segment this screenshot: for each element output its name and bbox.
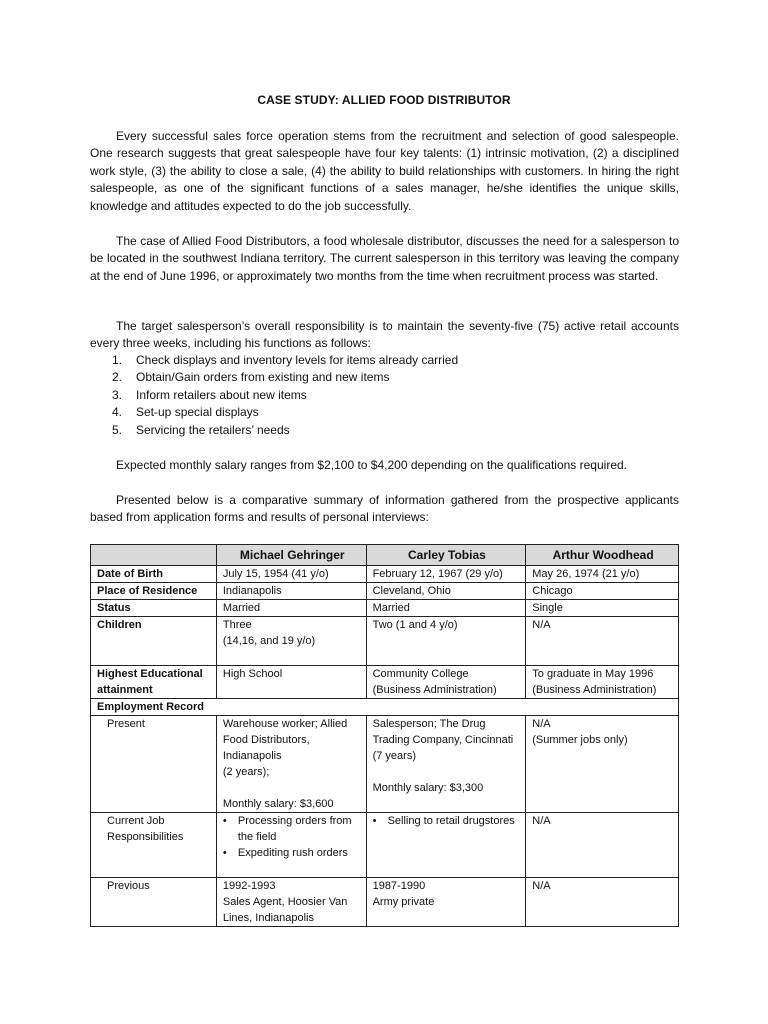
summary-intro-paragraph: Presented below is a comparative summary of information gathered from the prospective applicants based from application forms and results of personal interviews: bbox=[90, 493, 679, 525]
row-label: Date of Birth bbox=[91, 566, 217, 583]
list-item: 4. Set-up special displays bbox=[112, 405, 259, 420]
functions-list bbox=[112, 352, 458, 439]
table-cell: Community College (Business Administration) bbox=[366, 666, 526, 699]
list-item: • Selling to retail drugstores bbox=[372, 815, 515, 827]
table-row bbox=[91, 600, 679, 617]
row-label: Highest Educational attainment bbox=[91, 666, 217, 699]
list-item: 3. Inform retailers about new items bbox=[112, 387, 307, 402]
list-item: • Processing orders from the field bbox=[222, 815, 352, 843]
table-cell: Married bbox=[216, 600, 366, 617]
case-paragraph: The case of Allied Food Distributors, a food wholesale distributor, discusses the need for a salesperson to be located in the southwest Indiana territory. The current salesperson in this territory was leaving the company at the end of June 1996, or approximately two months from the time when recruitment process was started. bbox=[90, 234, 679, 283]
table-header-row bbox=[91, 545, 679, 566]
table-row bbox=[91, 813, 679, 878]
row-label: Status bbox=[91, 600, 217, 617]
page-title: CASE STUDY: ALLIED FOOD DISTRIBUTOR bbox=[257, 93, 511, 107]
table-cell: High School bbox=[216, 666, 366, 699]
table-cell: N/A bbox=[526, 878, 679, 927]
responsibility-list bbox=[373, 813, 522, 829]
responsibility-paragraph: The target salesperson’s overall responsibility is to maintain the seventy-five (75) active retail accounts every three weeks, including his functions as follows: bbox=[90, 319, 679, 351]
table-cell: May 26, 1974 (21 y/o) bbox=[526, 566, 679, 583]
applicant-comparison-table bbox=[90, 544, 679, 927]
row-label: Present bbox=[91, 716, 217, 813]
list-item: • Expediting rush orders bbox=[222, 847, 348, 859]
table-row bbox=[91, 566, 679, 583]
table-cell bbox=[366, 813, 526, 878]
table-cell: Chicago bbox=[526, 583, 679, 600]
row-label: Current Job Responsibilities bbox=[91, 813, 217, 878]
table-header-empty bbox=[91, 545, 217, 566]
row-label: Place of Residence bbox=[91, 583, 217, 600]
table-row bbox=[91, 716, 679, 813]
table-cell: Two (1 and 4 y/o) bbox=[366, 617, 526, 666]
table-row bbox=[91, 699, 679, 716]
table-cell: Cleveland, Ohio bbox=[366, 583, 526, 600]
table-cell: 1992-1993 Sales Agent, Hoosier Van Lines, Indianapolis bbox=[216, 878, 366, 927]
table-cell: Warehouse worker; Allied Food Distributors, Indianapolis (2 years); Monthly salary: $3,600 bbox=[216, 716, 366, 813]
table-cell: N/A (Summer jobs only) bbox=[526, 716, 679, 813]
table-row bbox=[91, 666, 679, 699]
table-cell: Married bbox=[366, 600, 526, 617]
table-row bbox=[91, 617, 679, 666]
table-cell bbox=[216, 813, 366, 878]
section-label-employment: Employment Record bbox=[91, 699, 679, 716]
table-cell: Salesperson; The Drug Trading Company, Cincinnati (7 years) Monthly salary: $3,300 bbox=[366, 716, 526, 813]
row-label: Children bbox=[91, 617, 217, 666]
table-cell: To graduate in May 1996 (Business Administration) bbox=[526, 666, 679, 699]
intro-paragraph: Every successful sales force operation stems from the recruitment and selection of good salespeople. One research suggests that great salespeople have four key talents: (1) intrinsic motivation, (2) a disciplined work style, (3) the ability to close a sale, (4) the ability to build relationships with customers. In hiring the right salespeople, as one of the significant functions of a sales manager, he/she identifies the unique skills, knowledge and attitudes expected to do the job successfully. bbox=[90, 129, 679, 213]
table-cell: Single bbox=[526, 600, 679, 617]
table-cell: Three (14,16, and 19 y/o) bbox=[216, 617, 366, 666]
table-row bbox=[91, 583, 679, 600]
list-item: 5. Servicing the retailers’ needs bbox=[112, 422, 290, 437]
table-row bbox=[91, 878, 679, 927]
table-cell: 1987-1990 Army private bbox=[366, 878, 526, 927]
list-item: 1. Check displays and inventory levels for items already carried bbox=[112, 353, 459, 367]
row-label: Previous bbox=[91, 878, 217, 927]
salary-paragraph: Expected monthly salary ranges from $2,100 to $4,200 depending on the qualifications required. bbox=[116, 458, 627, 472]
table-cell: N/A bbox=[526, 617, 679, 666]
responsibility-list bbox=[223, 813, 362, 861]
table-header-cell: Carley Tobias bbox=[366, 545, 526, 566]
table-header-cell: Michael Gehringer bbox=[216, 545, 366, 566]
table-cell: Indianapolis bbox=[216, 583, 366, 600]
table-cell: February 12, 1967 (29 y/o) bbox=[366, 566, 526, 583]
table-cell: July 15, 1954 (41 y/o) bbox=[216, 566, 366, 583]
table-cell: N/A bbox=[526, 813, 679, 878]
list-item: 2. Obtain/Gain orders from existing and new items bbox=[112, 370, 390, 385]
table-header-cell: Arthur Woodhead bbox=[526, 545, 679, 566]
